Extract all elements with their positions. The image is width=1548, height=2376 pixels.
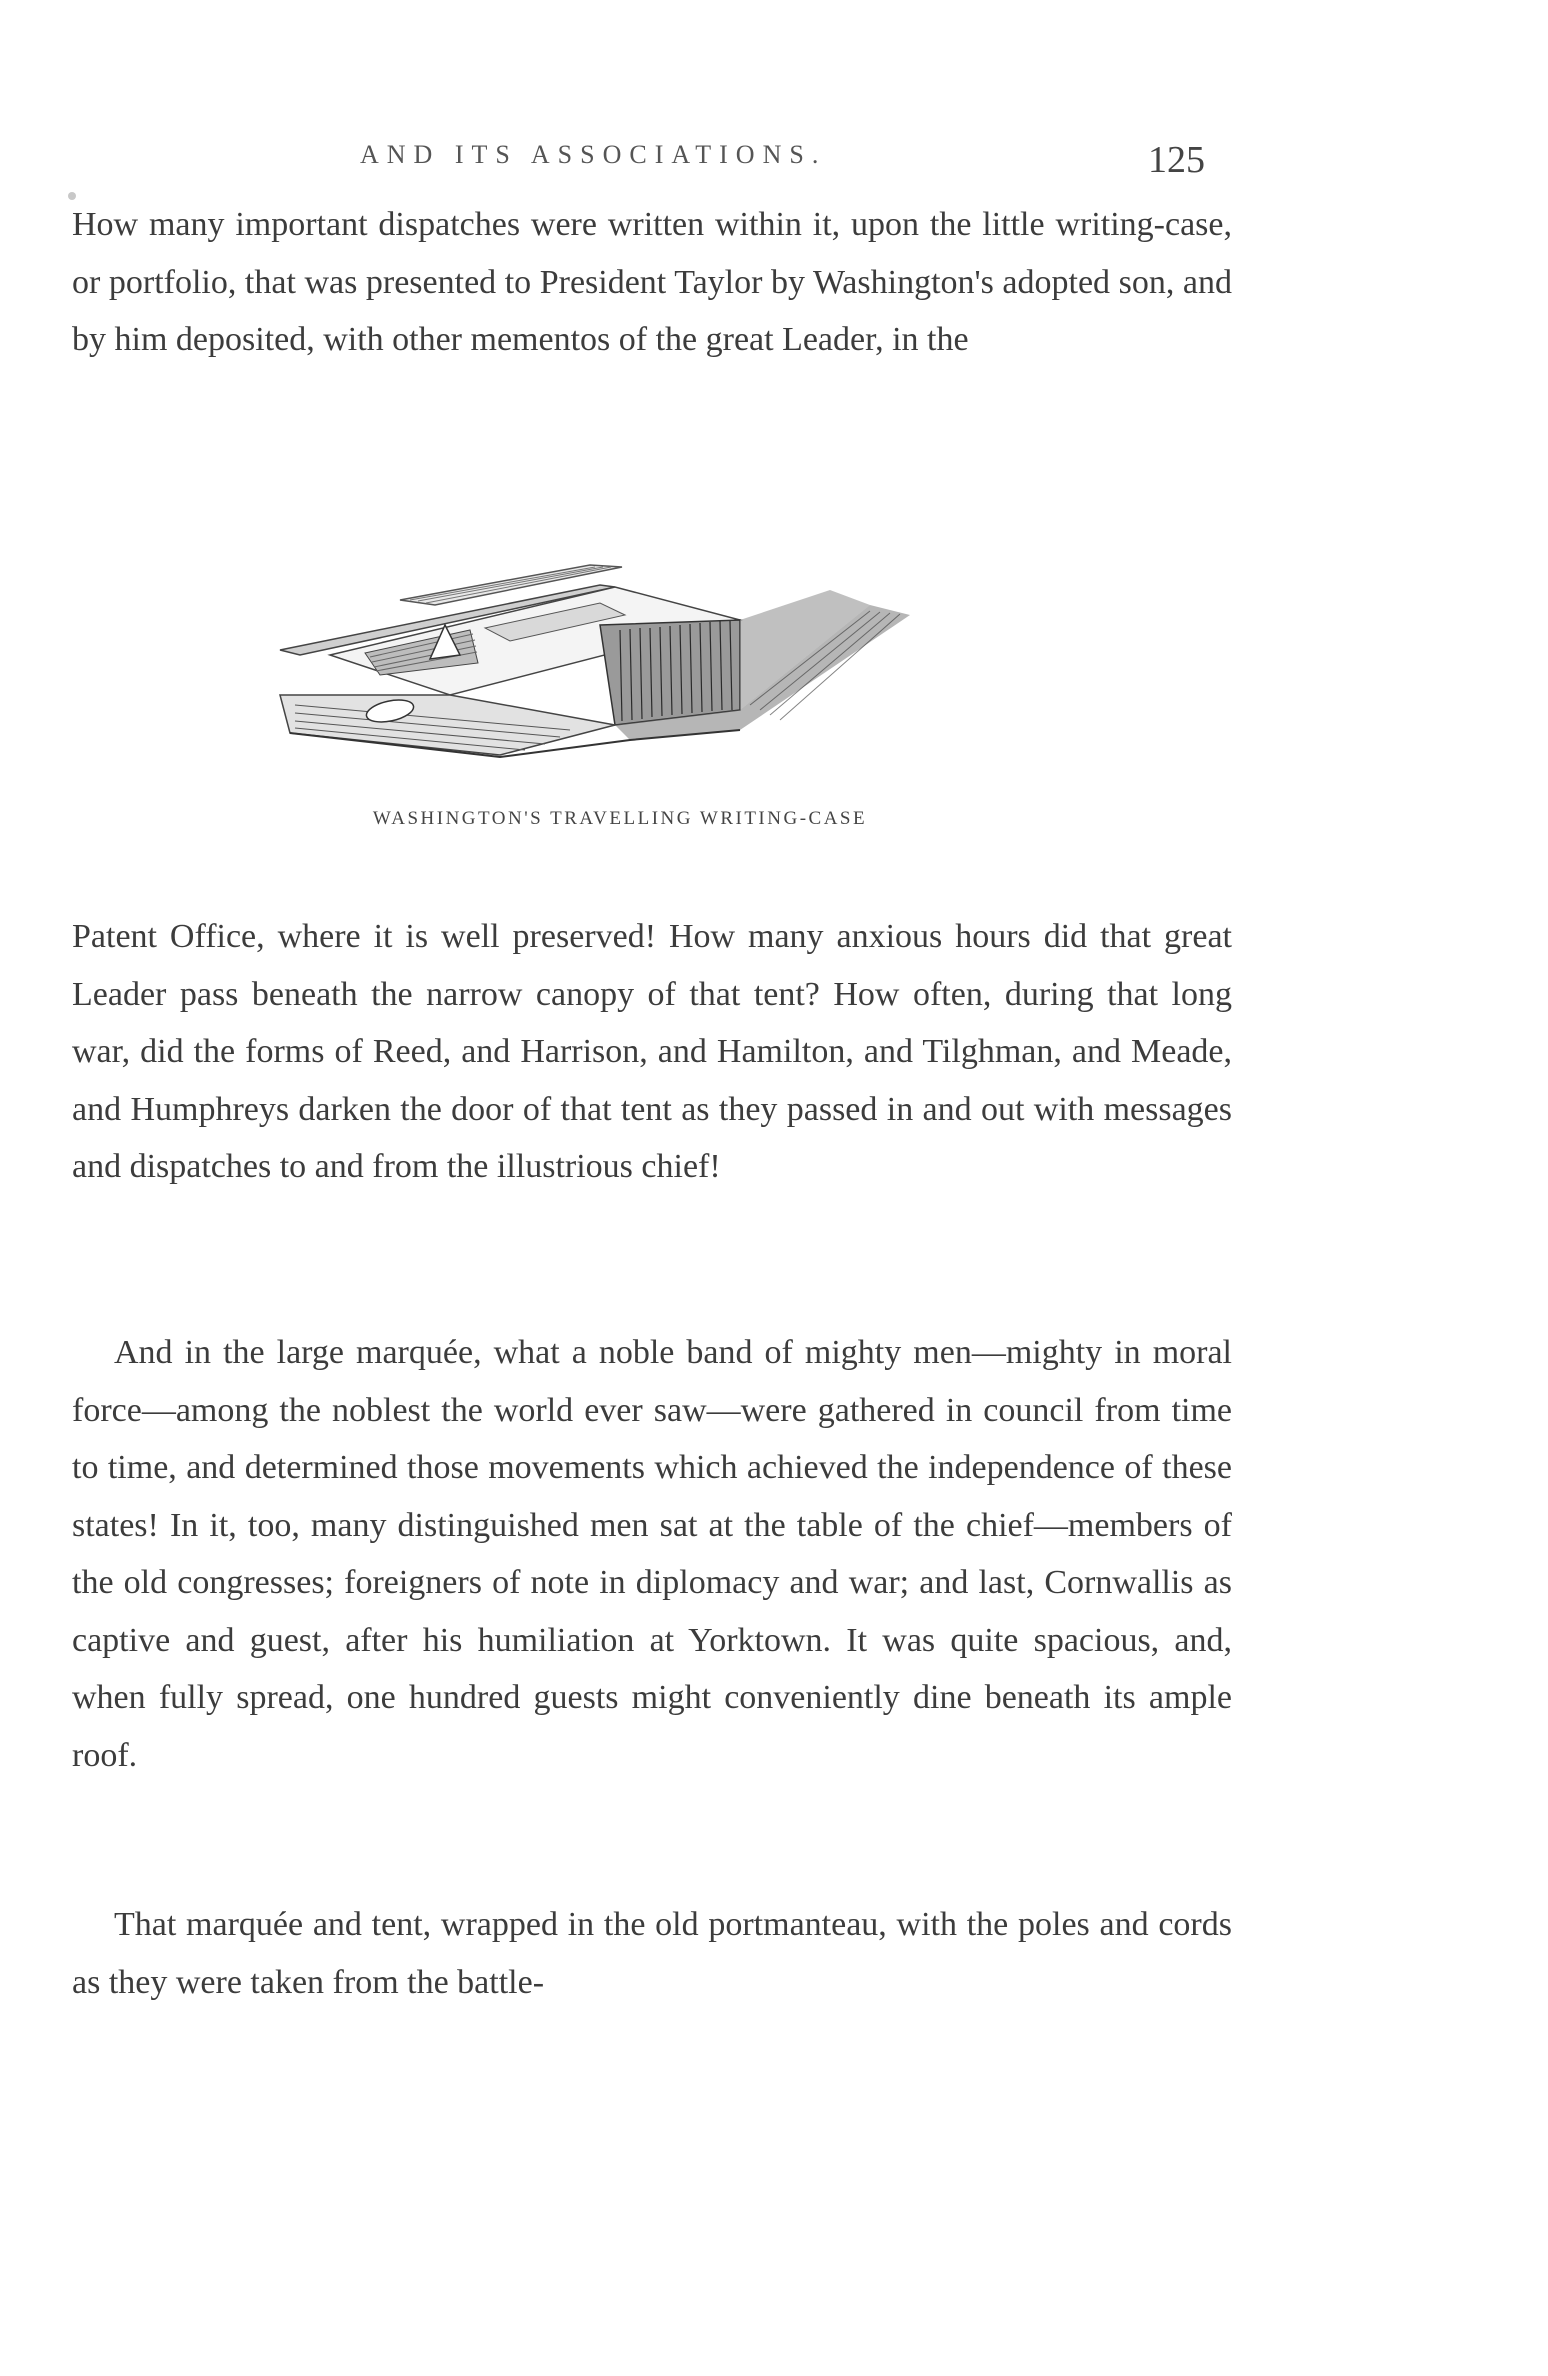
writing-case-illustration	[270, 545, 950, 795]
paragraph-text: That marquée and tent, wrapped in the old portmanteau, with the poles and cords as they were taken from the battle-	[72, 1906, 1232, 2001]
paragraph-4	[72, 1896, 1232, 2011]
figure-caption: WASHINGTON'S TRAVELLING WRITING-CASE	[372, 808, 868, 829]
paragraph-text: How many important dispatches were written within it, upon the little writing-case, or portfolio, that was presented to President Taylor by Washington's adopted son, and by him deposited, with other mementos of the great Leader, in the	[72, 206, 1232, 358]
paragraph-3	[72, 1324, 1232, 1784]
paragraph-2	[72, 908, 1232, 1196]
paragraph-text: Patent Office, where it is well preserved! How many anxious hours did that great Leader pass beneath the narrow canopy of that tent? How often, during that long war, did the forms of Reed, and Harrison, and Hamilton, and Tilghman, and Meade, and Humphreys darken the door of that tent as they passed in and out with messages and dispatches to and from the illustrious chief!	[72, 918, 1232, 1185]
page-number: 125	[1148, 139, 1205, 181]
running-head: AND ITS ASSOCIATIONS.	[360, 140, 827, 169]
paragraph-1	[72, 196, 1232, 369]
paragraph-text: And in the large marquée, what a noble band of mighty men—mighty in moral force—among the noblest the world ever saw—were gathered in council from time to time, and determined those movements which achieved the independence of these states! In it, too, many distinguished men sat at the table of the chief—members of the old congresses; foreigners of note in diplomacy and war; and last, Cornwallis as captive and guest, after his humiliation at Yorktown. It was quite spacious, and, when fully spread, one hundred guests might conveniently dine beneath its ample roof.	[72, 1334, 1232, 1774]
